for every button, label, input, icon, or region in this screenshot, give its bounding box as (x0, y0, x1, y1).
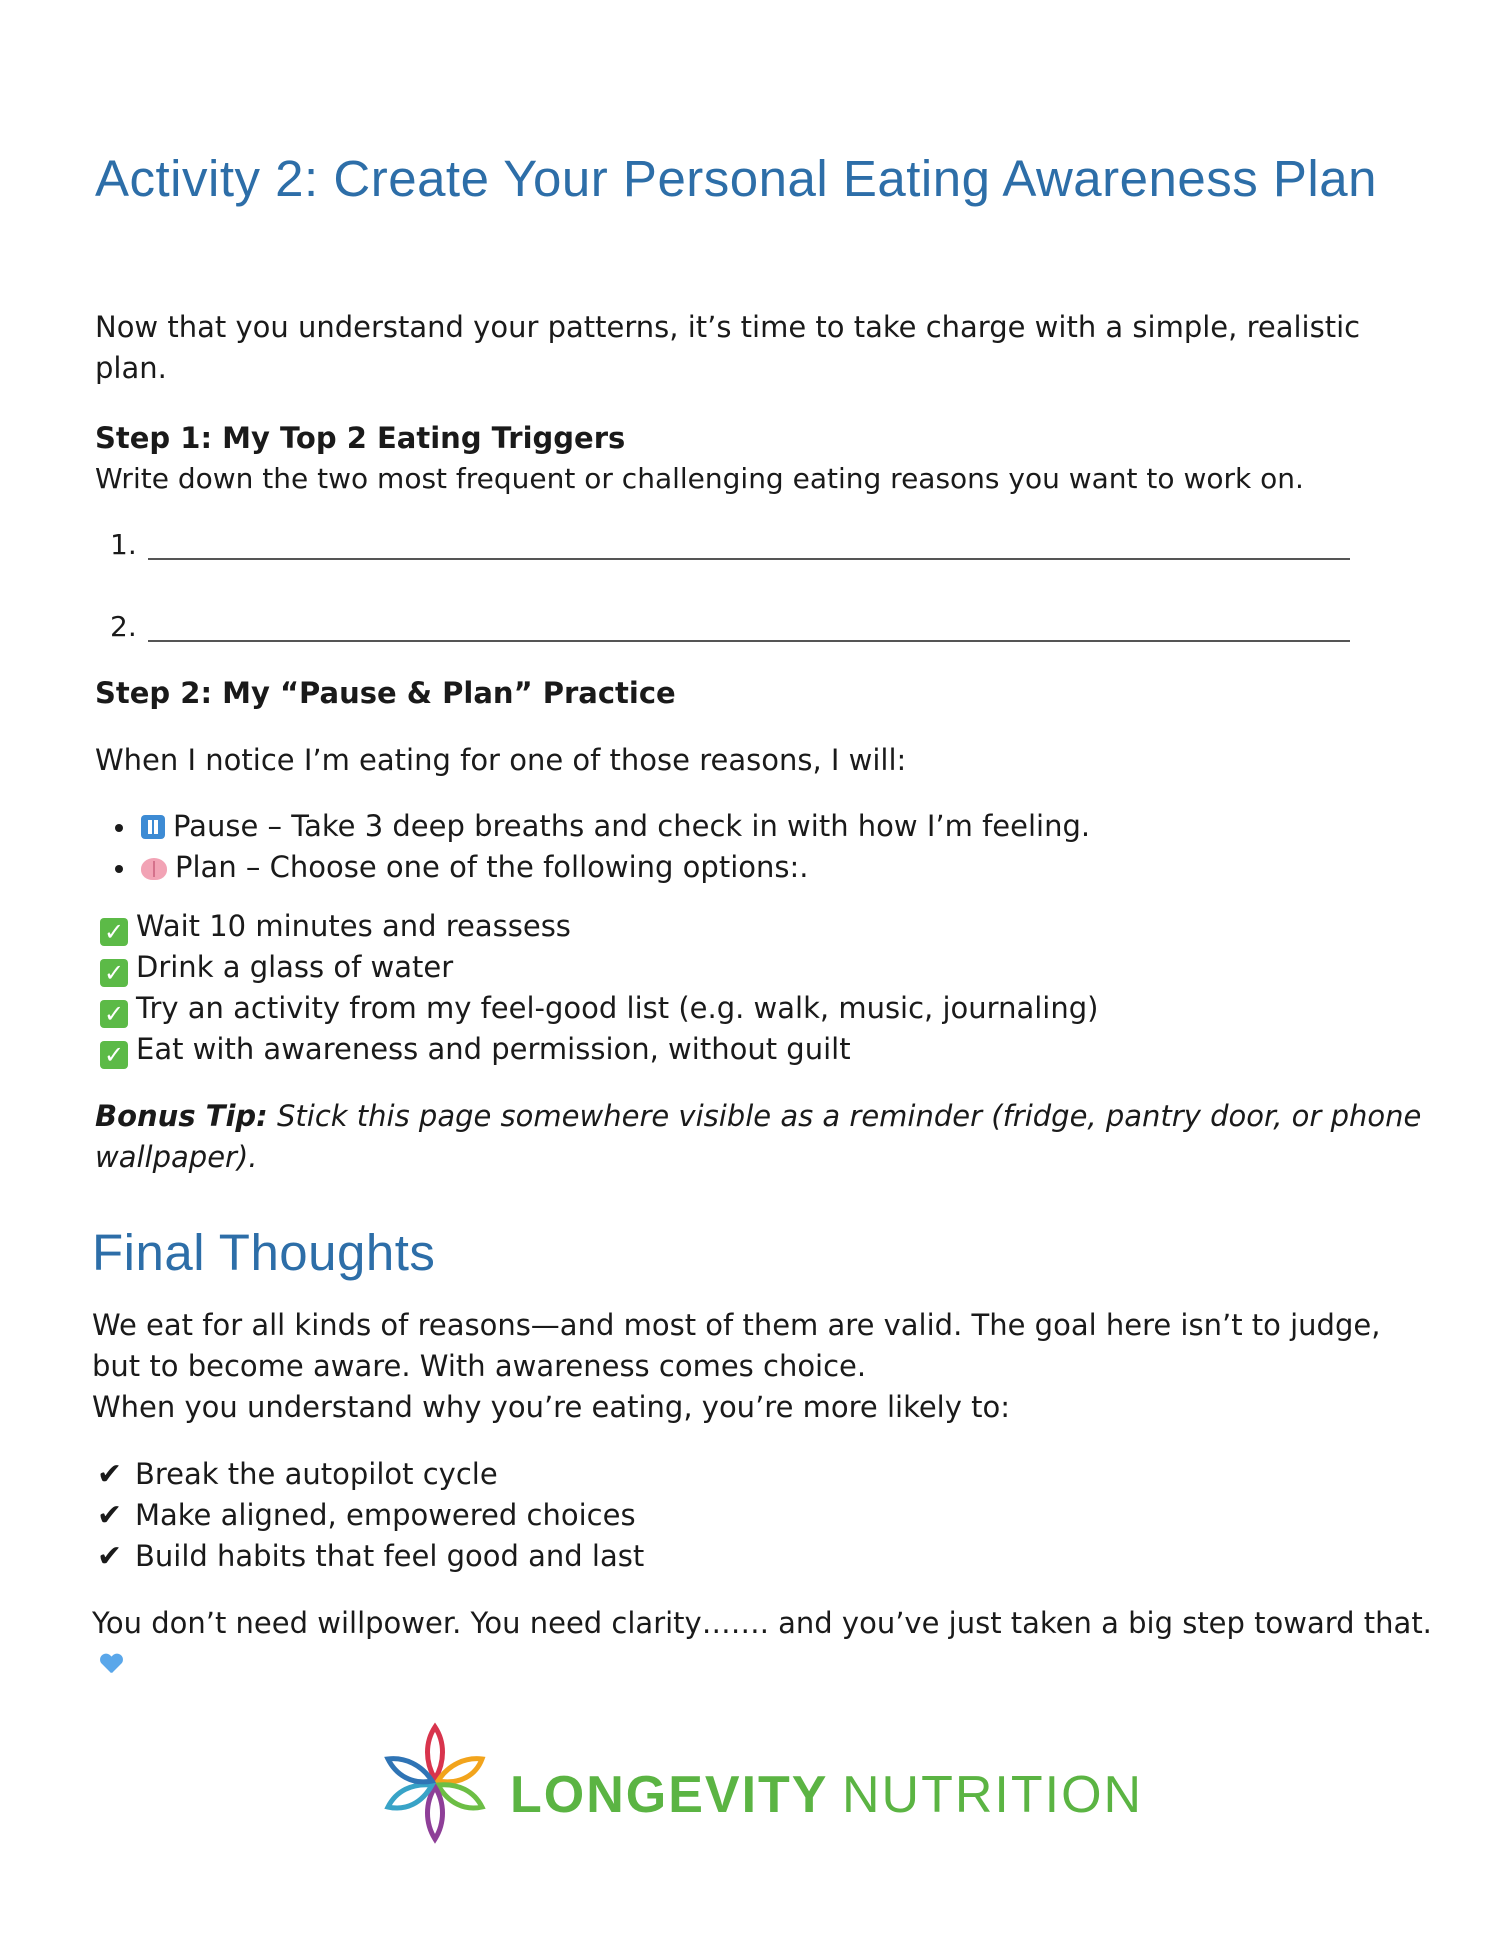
benefit-text: Build habits that feel good and last (135, 1539, 645, 1573)
blank-number: 2. (110, 610, 137, 643)
list-item (95, 847, 1090, 888)
bullet-dot (115, 865, 123, 873)
longevity-nutrition-logo (370, 1717, 1150, 1847)
step1-title: Step 1: My Top 2 Eating Triggers (95, 421, 626, 455)
option-text: Try an activity from my feel-good list (e.g. walk, music, journaling) (136, 991, 1099, 1025)
bullet-text: Plan – Choose one of the following options:. (175, 850, 809, 884)
trigger-blank-1[interactable] (110, 520, 1350, 562)
step2-title: Step 2: My “Pause & Plan” Practice (95, 676, 676, 710)
blue-heart-icon (100, 1654, 122, 1676)
bullet-dot (115, 824, 123, 832)
list-item (100, 988, 1098, 1029)
step2-when: When I notice I’m eating for one of those reasons, I will: (95, 743, 907, 777)
options-list (100, 906, 1098, 1070)
list-item (97, 1454, 644, 1495)
final-thoughts-title: Final Thoughts (92, 1224, 436, 1281)
benefit-text: Break the autopilot cycle (135, 1457, 498, 1491)
activity-title: Activity 2: Create Your Personal Eating Awareness Plan (95, 150, 1377, 207)
bonus-label: Bonus Tip: (95, 1099, 268, 1133)
option-text: Drink a glass of water (136, 950, 454, 984)
check-box-icon: ✓ (100, 1000, 128, 1028)
list-item (97, 1536, 644, 1577)
checkmark-icon: ✔ (97, 1457, 123, 1492)
benefits-list (97, 1454, 644, 1577)
checkmark-icon: ✔ (97, 1498, 123, 1533)
intro-paragraph: Now that you understand your patterns, it’s time to take charge with a simple, realistic plan. (95, 310, 1361, 385)
write-line (148, 640, 1350, 642)
leaf-flower-icon (370, 1717, 500, 1847)
final-paragraph-1: We eat for all kinds of reasons—and most of them are valid. The goal here isn’t to judge, but to become aware. With awareness comes choice. (92, 1308, 1381, 1383)
step1-description: Write down the two most frequent or challenging eating reasons you want to work on. (95, 462, 1304, 495)
benefit-text: Make aligned, empowered choices (135, 1498, 636, 1532)
bullet-text: Pause – Take 3 deep breaths and check in with how I’m feeling. (173, 809, 1091, 843)
pause-icon (141, 815, 165, 839)
check-box-icon: ✓ (100, 1041, 128, 1069)
option-text: Wait 10 minutes and reassess (136, 909, 571, 943)
list-item (95, 806, 1090, 847)
option-text: Eat with awareness and permission, without guilt (136, 1032, 851, 1066)
list-item (100, 1029, 1098, 1070)
checkmark-icon: ✔ (97, 1539, 123, 1574)
trigger-blank-2[interactable] (110, 602, 1350, 644)
final-paragraph-2: When you understand why you’re eating, you’re more likely to: (92, 1390, 1011, 1424)
blank-number: 1. (110, 528, 137, 561)
logo-word-longevity: LONGEVITY (510, 1766, 829, 1824)
pause-plan-list (95, 806, 1090, 888)
write-line (148, 558, 1350, 560)
check-box-icon: ✓ (100, 918, 128, 946)
logo-word-nutrition: NUTRITION (842, 1766, 1144, 1824)
closing-text: You don’t need willpower. You need clarity……. and you’ve just taken a big step toward that. (92, 1606, 1432, 1640)
closing-paragraph (92, 1603, 1432, 1685)
list-item (97, 1495, 644, 1536)
list-item (100, 906, 1098, 947)
bonus-text: Stick this page somewhere visible as a reminder (fridge, pantry door, or phone wallpaper). (95, 1099, 1422, 1174)
brain-icon (141, 858, 167, 880)
check-box-icon: ✓ (100, 959, 128, 987)
bonus-tip (95, 1096, 1435, 1178)
list-item (100, 947, 1098, 988)
